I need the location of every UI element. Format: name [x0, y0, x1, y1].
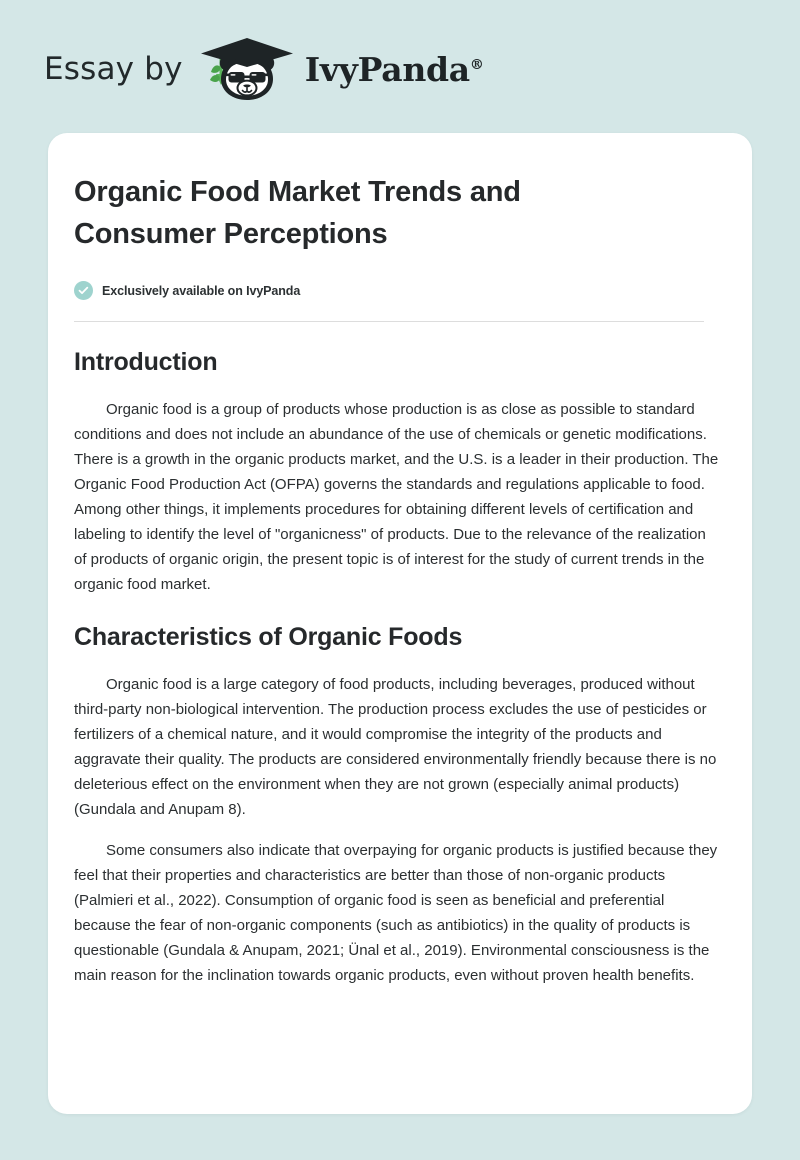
brand-header [44, 36, 484, 102]
paragraph: Organic food is a group of products whose production is as close as possible to standard conditions and does not include an abundance of the use of chemicals or genetic modifications. There is a growth in the organic products market, and the U.S. is a leader in their production. The Organic Food Production Act (OFPA) governs the standards and regulations applicable to food. Among other things, it implements procedures for obtaining different levels of certification and labeling to identify the level of "organicness" of products. Due to the relevance of the realization of products of organic origin, the present topic is of interest for the study of current trends in the organic food market. [74, 401, 719, 593]
essay-card [48, 133, 752, 1114]
brand-wordmark [304, 49, 484, 89]
brand-prefix-label: Essay by [44, 50, 183, 87]
check-circle-icon [74, 281, 93, 300]
status-badge [74, 281, 722, 300]
registered-trademark-mark: ® [469, 56, 484, 73]
page-title: Organic Food Market Trends and Consumer Perceptions [74, 176, 521, 250]
section-heading-introduction: Introduction [74, 348, 218, 376]
section-heading-characteristics-of-organic-foods: Characteristics of Organic Foods [74, 623, 463, 651]
ivypanda-panda-graduate-logo-icon [197, 36, 301, 102]
paragraph: Organic food is a large category of food products, including beverages, produced without third-party non-biological intervention. The production process excludes the use of pesticides or fertilizers of a chemical nature, and it would compromise the integrity of the products and aggravate their quality. The products are considered environmentally friendly because there is no deleterious effect on the environment when they are not grown (especially animal products) (Gundala and Anupam 8). [74, 676, 717, 818]
status-badge-label: Exclusively available on IvyPanda [102, 283, 301, 298]
essay-card-content [48, 133, 752, 988]
paragraph: Some consumers also indicate that overpaying for organic products is justified because they feel that their properties and characteristics are better than those of non-organic products (Palmieri et al., 2022). Consumption of organic food is seen as beneficial and preferential because the fear of non-organic components (such as antibiotics) in the quality of products is questionable (Gundala & Anupam, 2021; Ünal et al., 2019). Environmental consciousness is the main reason for the inclination towards organic products, even without proven health benefits. [74, 842, 718, 984]
brand-wordmark-text: IvyPanda [304, 49, 470, 89]
